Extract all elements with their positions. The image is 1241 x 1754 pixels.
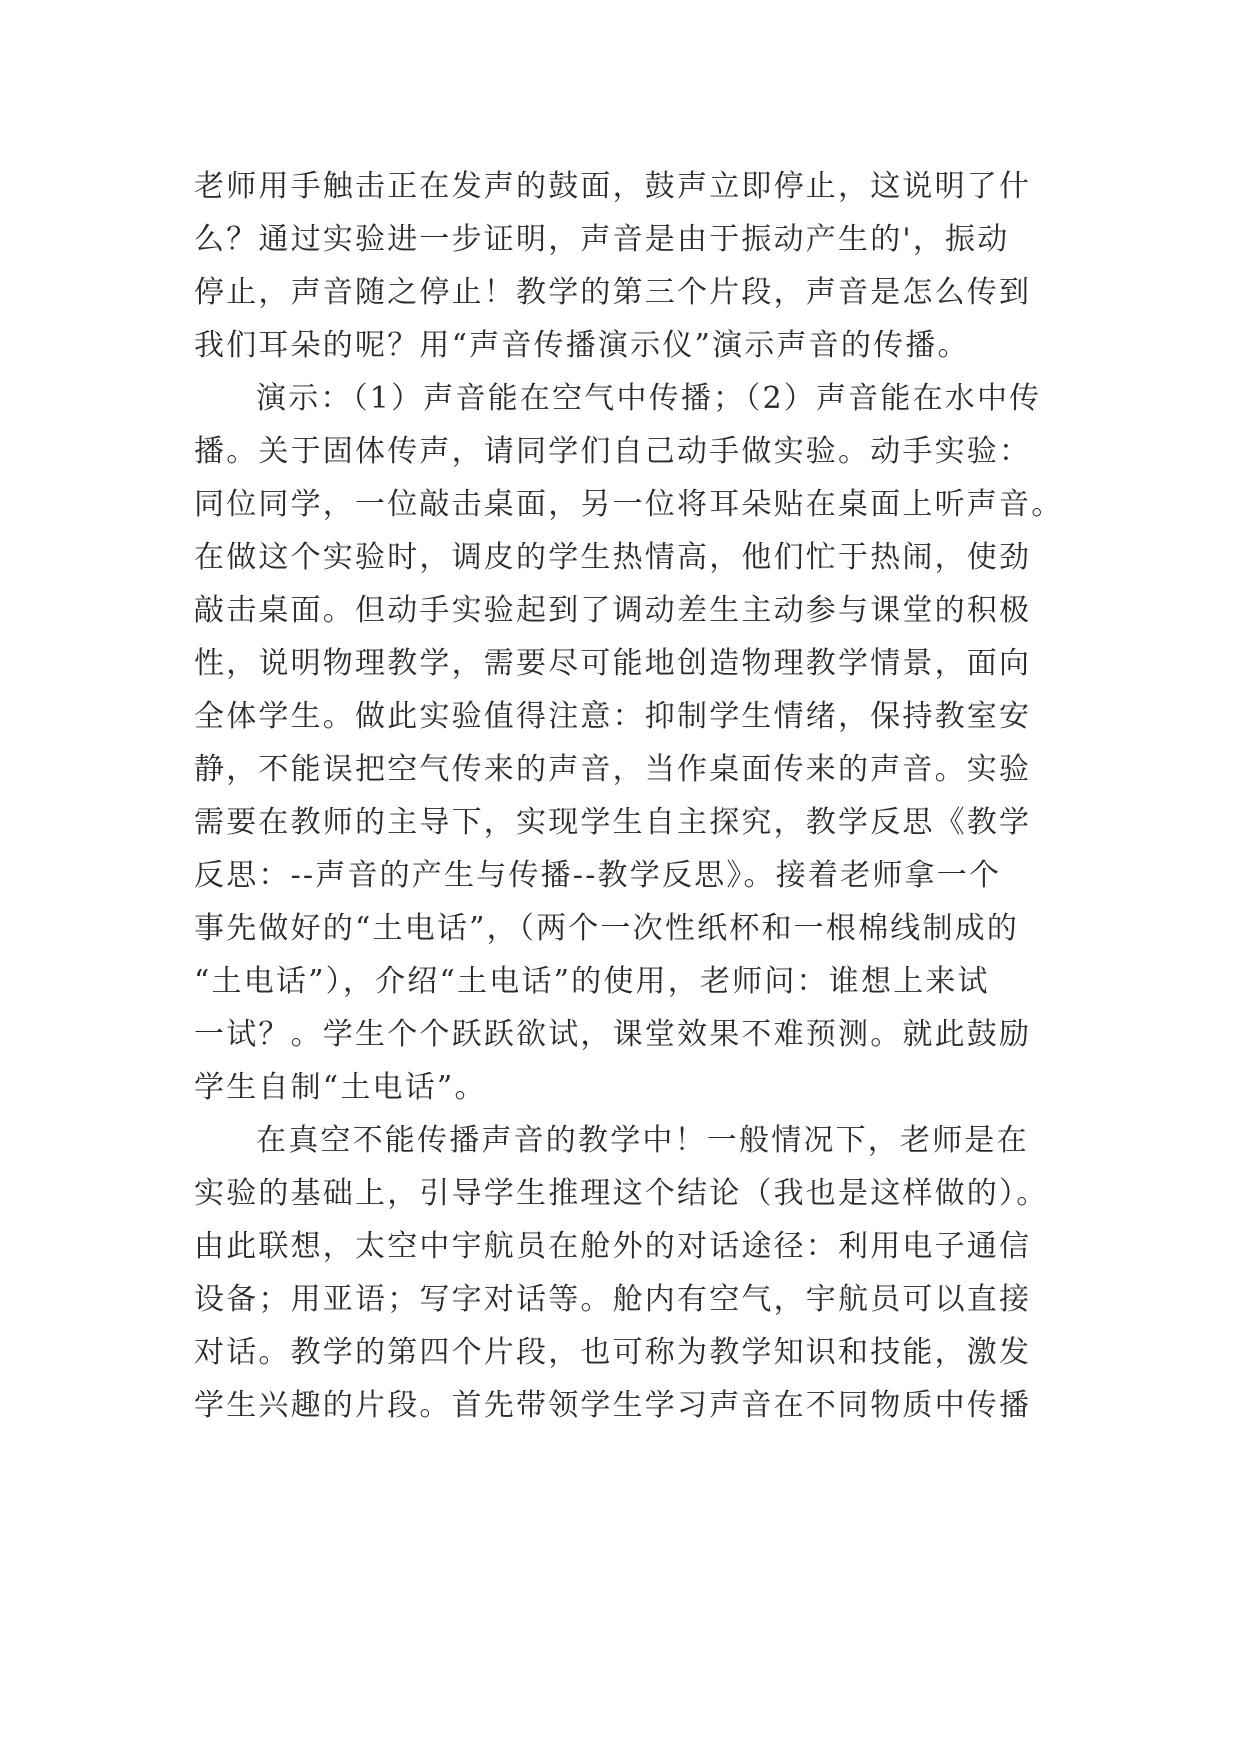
text-line: 设备；用亚语；写字对话等。舱内有空气，宇航员可以直接	[194, 1282, 1032, 1317]
text-line: 么？通过实验进一步证明，声音是由于振动产生的'，振动	[194, 222, 1010, 257]
text-line: 学生自制“土电话”。	[194, 1070, 487, 1105]
text-line: 需要在教师的主导下，实现学生自主探究，教学反思《教学	[194, 805, 1032, 840]
text-line: 对话。教学的第四个片段，也可称为教学知识和技能，激发	[194, 1335, 1032, 1370]
text-line: 同位同学，一位敲击桌面，另一位将耳朵贴在桌面上听声音。	[194, 487, 1064, 522]
body-text	[194, 160, 1064, 1432]
text-line: 实验的基础上，引导学生推理这个结论（我也是这样做的）。	[194, 1176, 1049, 1211]
text-line: 性，说明物理教学，需要尽可能地创造物理教学情景，面向	[194, 646, 1032, 681]
text-line: 我们耳朵的呢？用“声音传播演示仪”演示声音的传播。	[194, 328, 970, 363]
text-line: 静，不能误把空气传来的声音，当作桌面传来的声音。实验	[194, 752, 1032, 787]
text-line: 事先做好的“土电话”，（两个一次性纸杯和一根棉线制成的	[194, 911, 1020, 946]
text-line: 由此联想，太空中宇航员在舱外的对话途径：利用电子通信	[194, 1229, 1032, 1264]
text-line: 敲击桌面。但动手实验起到了调动差生主动参与课堂的积极	[194, 593, 1032, 628]
paragraph-first-line: 演示：（1）声音能在空气中传播；（2）声音能在水中传	[256, 381, 1042, 416]
paragraph-first-line: 在真空不能传播声音的教学中！一般情况下，老师是在	[256, 1123, 1029, 1158]
text-line: “土电话”），介绍“土电话”的使用，老师问：谁想上来试	[194, 964, 990, 999]
text-line: 反思：--声音的产生与传播--教学反思》。接着老师拿一个	[194, 858, 1002, 893]
text-line: 全体学生。做此实验值得注意：抑制学生情绪，保持教室安	[194, 699, 1032, 734]
text-line: 停止，声音随之停止！教学的第三个片段，声音是怎么传到	[194, 275, 1032, 310]
text-line: 播。关于固体传声，请同学们自己动手做实验。动手实验：	[194, 434, 1032, 469]
text-line: 在做这个实验时，调皮的学生热情高，他们忙于热闹，使劲	[194, 540, 1032, 575]
text-line: 老师用手触击正在发声的鼓面，鼓声立即停止，这说明了什	[194, 169, 1032, 204]
text-line: 学生兴趣的片段。首先带领学生学习声音在不同物质中传播	[194, 1388, 1032, 1423]
text-line: 一试？。学生个个跃跃欲试，课堂效果不难预测。就此鼓励	[194, 1017, 1032, 1052]
